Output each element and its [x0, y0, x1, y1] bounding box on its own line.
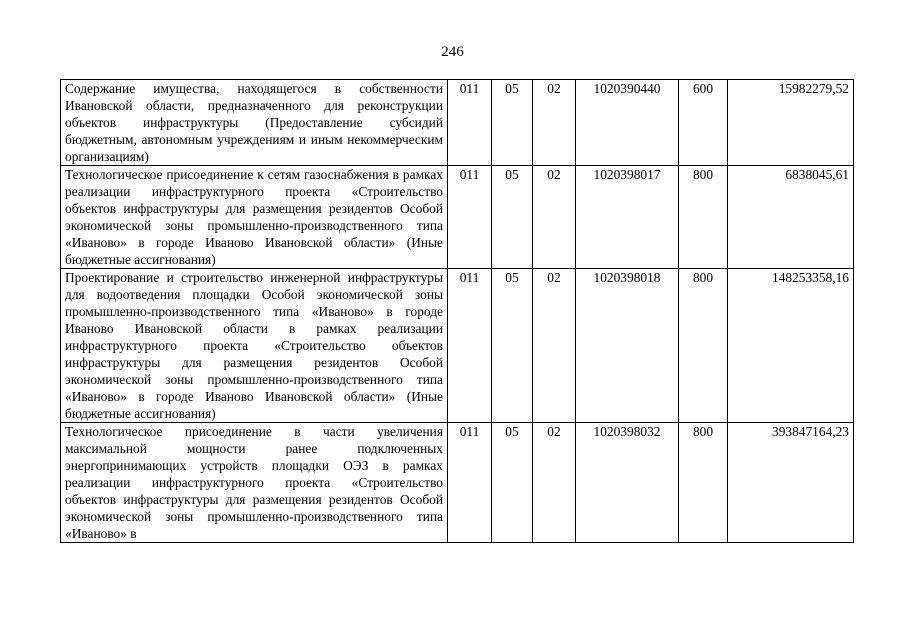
row-amount: 393847164,23: [728, 423, 854, 543]
table-row: [61, 423, 854, 543]
row-description: Технологическое присоединение в части увеличения максимальной мощности ранее подключенных энергопринимающих устройств площадки ОЭЗ в рамках реализации инфраструктурного проекта «Строительство объектов инфраструктуры для размещения резидентов Особой экономической зоны промышленно-производственного типа «Иваново» в: [61, 423, 448, 543]
table-row: [61, 80, 854, 166]
row-target: 1020398017: [576, 166, 679, 269]
page-number: 246: [441, 44, 464, 60]
row-subsection: 02: [533, 80, 576, 166]
row-expense-type: 800: [679, 269, 728, 423]
row-code: 011: [448, 423, 492, 543]
row-subsection: 02: [533, 269, 576, 423]
row-amount: 15982279,52: [728, 80, 854, 166]
row-amount: 148253358,16: [728, 269, 854, 423]
row-code: 011: [448, 166, 492, 269]
row-amount: 6838045,61: [728, 166, 854, 269]
row-target: 1020398032: [576, 423, 679, 543]
row-description: Содержание имущества, находящегося в собственности Ивановской области, предназначенного для реконструкции объектов инфраструктуры (Предоставление субсидий бюджетным, автономным учреждениям и иным некоммерческим организациям): [61, 80, 448, 166]
row-section: 05: [492, 423, 533, 543]
row-expense-type: 800: [679, 166, 728, 269]
row-expense-type: 800: [679, 423, 728, 543]
table-row: [61, 269, 854, 423]
table-row: [61, 166, 854, 269]
row-target: 1020398018: [576, 269, 679, 423]
row-expense-type: 600: [679, 80, 728, 166]
budget-table: [60, 79, 854, 543]
row-code: 011: [448, 80, 492, 166]
row-section: 05: [492, 80, 533, 166]
row-section: 05: [492, 166, 533, 269]
row-description: Технологическое присоединение к сетям газоснабжения в рамках реализации инфраструктурного проекта «Строительство объектов инфраструктуры для размещения резидентов Особой экономической зоны промышленно-производственного типа «Иваново» в городе Иваново Ивановской области» (Иные бюджетные ассигнования): [61, 166, 448, 269]
row-subsection: 02: [533, 423, 576, 543]
row-target: 1020390440: [576, 80, 679, 166]
row-code: 011: [448, 269, 492, 423]
row-description: Проектирование и строительство инженерной инфраструктуры для водоотведения площадки Особой экономической зоны промышленно-производственного типа «Иваново» в городе Иваново Ивановской области в рамках реализации инфраструктурного проекта «Строительство объектов инфраструктуры для размещения резидентов Особой экономической зоны промышленно-производственного типа «Иваново» в городе Иваново Ивановской области» (Иные бюджетные ассигнования): [61, 269, 448, 423]
row-subsection: 02: [533, 166, 576, 269]
row-section: 05: [492, 269, 533, 423]
